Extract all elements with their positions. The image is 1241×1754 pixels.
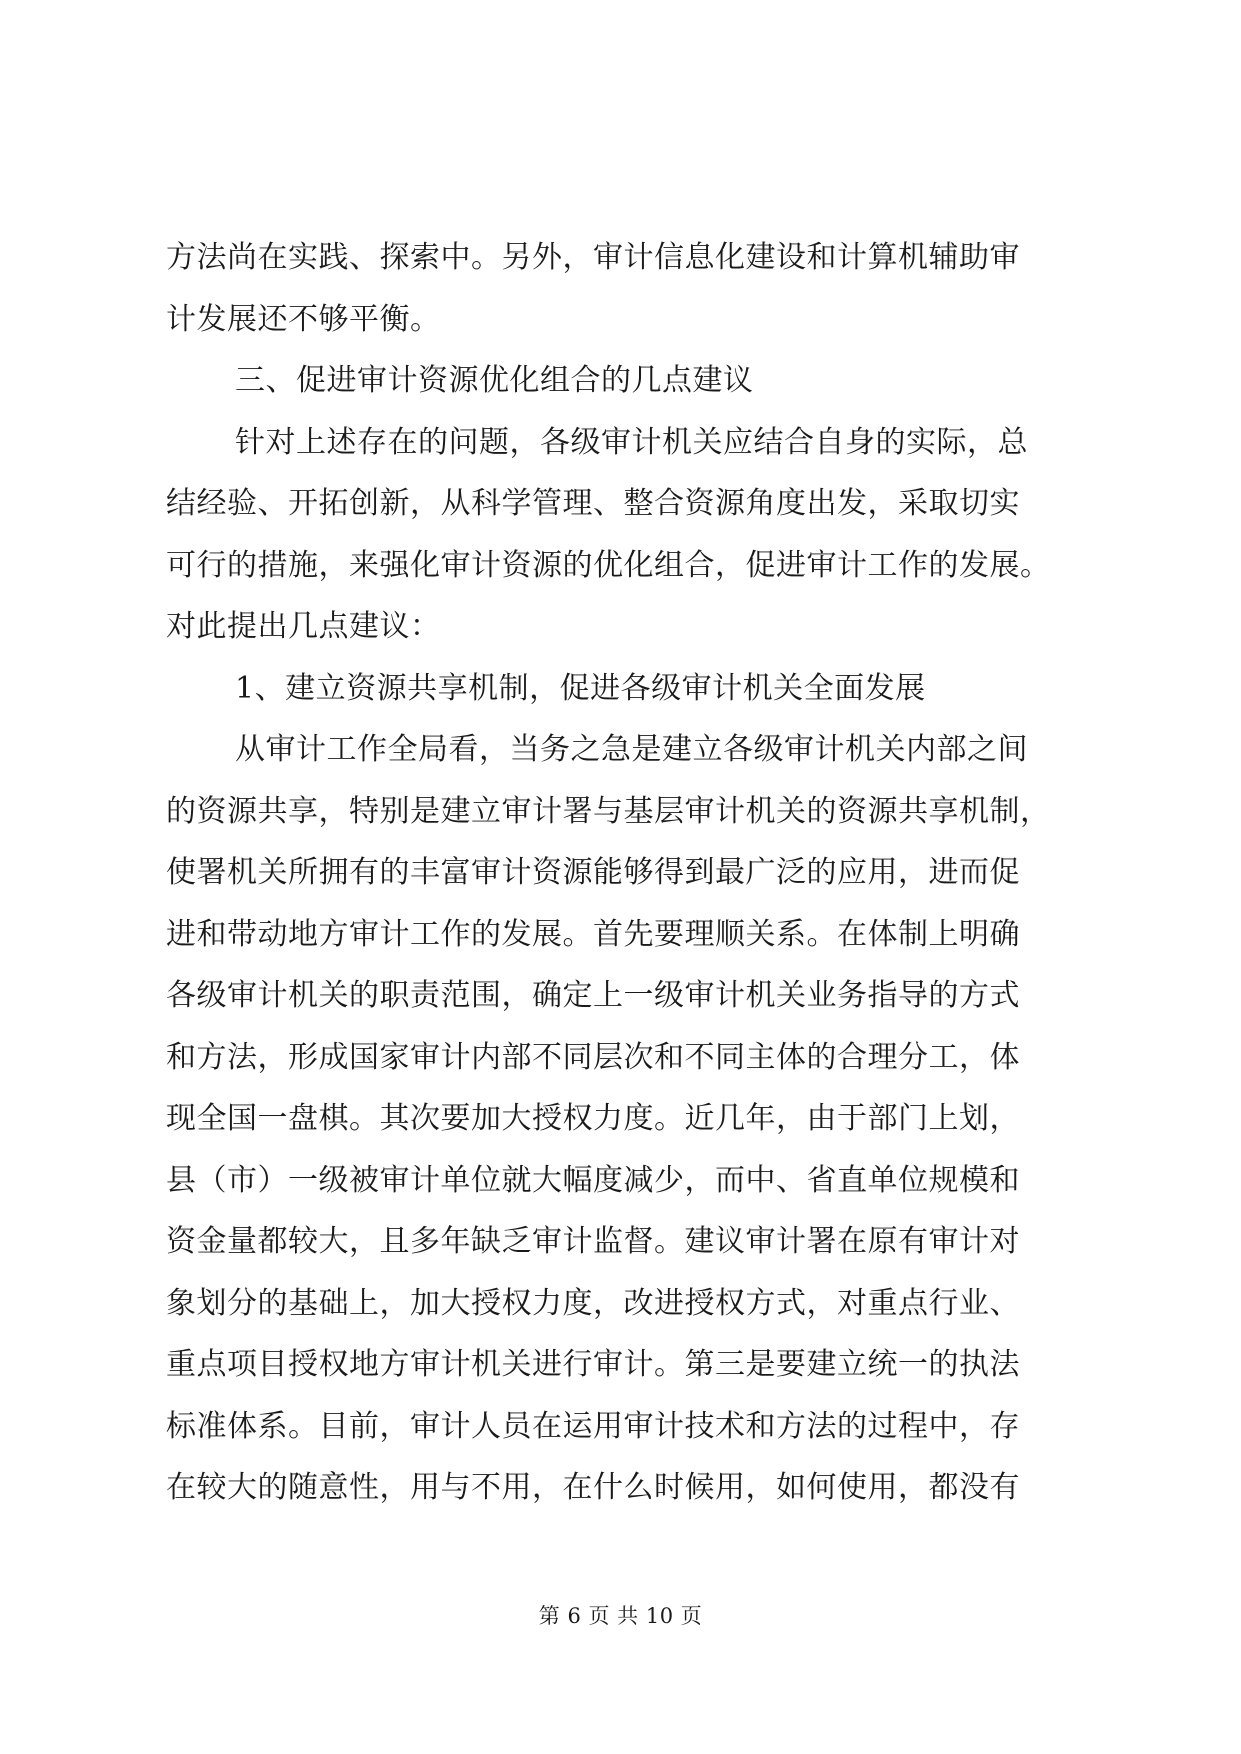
body-text <box>166 227 1075 1519</box>
text-line: 针对上述存在的问题，各级审计机关应结合自身的实际，总 <box>235 424 1028 460</box>
text-line: 标准体系。目前，审计人员在运用审计技术和方法的过程中，存 <box>166 1408 1020 1444</box>
text-line: 现全国一盘棋。其次要加大授权力度。近几年，由于部门上划， <box>166 1101 1020 1136</box>
text-line: 县（市）一级被审计单位就大幅度减少，而中、省直单位规模和 <box>166 1162 1020 1198</box>
page-footer: 第 6 页 共 10 页 <box>538 1604 703 1628</box>
text-line: 重点项目授权地方审计机关进行审计。第三是要建立统一的执法 <box>166 1347 1020 1382</box>
text-line: 象划分的基础上，加大授权力度，改进授权方式，对重点行业、 <box>166 1285 1020 1321</box>
text-line: 资金量都较大，且多年缺乏审计监督。建议审计署在原有审计对 <box>166 1224 1020 1259</box>
text-line: 在较大的随意性，用与不用，在什么时候用，如何使用，都没有 <box>166 1470 1020 1505</box>
text-line: 对此提出几点建议： <box>166 609 441 644</box>
text-line: 使署机关所拥有的丰富审计资源能够得到最广泛的应用，进而促 <box>166 855 1020 890</box>
text-line: 和方法，形成国家审计内部不同层次和不同主体的合理分工，体 <box>166 1039 1020 1075</box>
text-line: 三、促进审计资源优化组合的几点建议 <box>235 363 754 398</box>
text-line: 计发展还不够平衡。 <box>166 301 441 337</box>
text-line: 各级审计机关的职责范围，确定上一级审计机关业务指导的方式 <box>166 978 1020 1013</box>
text-line: 的资源共享，特别是建立审计署与基层审计机关的资源共享机制， <box>166 793 1051 829</box>
text-line: 进和带动地方审计工作的发展。首先要理顺关系。在体制上明确 <box>166 916 1020 952</box>
text-line: 方法尚在实践、探索中。另外，审计信息化建设和计算机辅助审 <box>166 240 1020 275</box>
text-line: 从审计工作全局看，当务之急是建立各级审计机关内部之间 <box>235 732 1028 767</box>
text-line: 结经验、开拓创新，从科学管理、整合资源角度出发，采取切实 <box>166 486 1020 521</box>
text-line: 1、建立资源共享机制，促进各级审计机关全面发展 <box>235 670 926 706</box>
text-line: 可行的措施，来强化审计资源的优化组合，促进审计工作的发展。 <box>166 547 1051 583</box>
